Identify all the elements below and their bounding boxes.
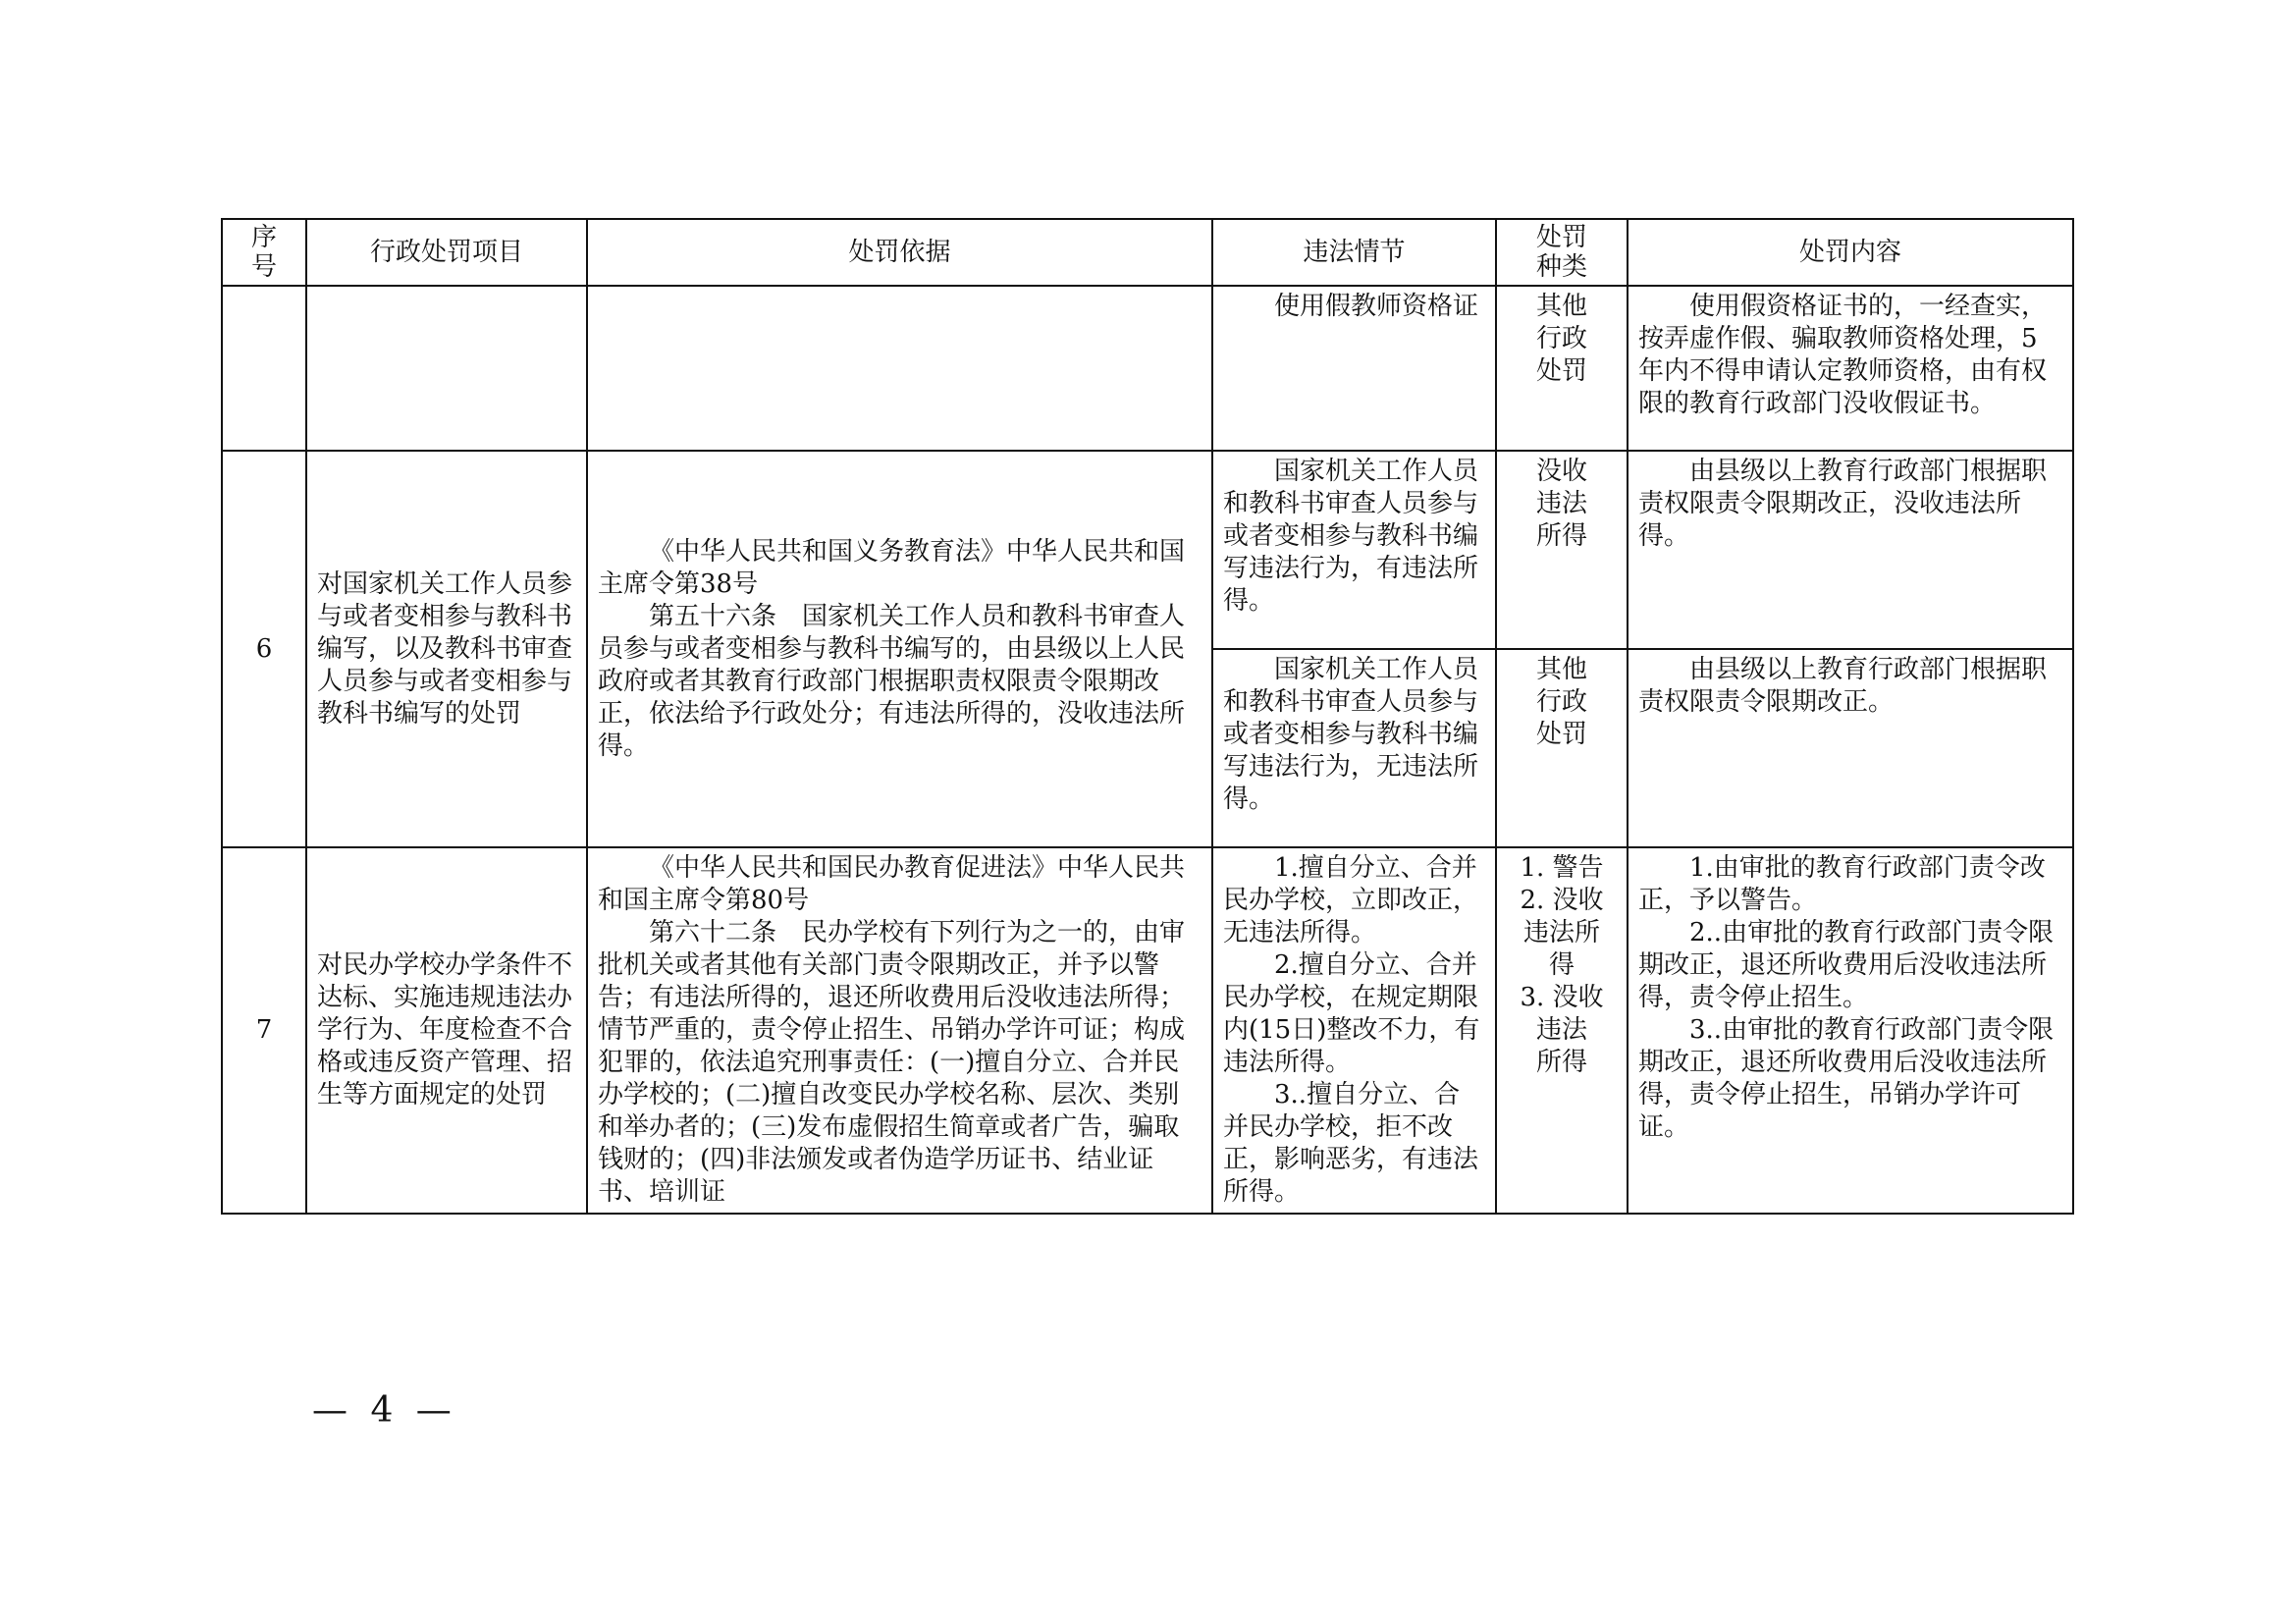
cell-circumstance: 国家机关工作人员和教科书审查人员参与或者变相参与教科书编写违法行为，无违法所得。 [1212, 649, 1496, 847]
cell-type: 其他 行政 处罚 [1496, 286, 1628, 451]
header-basis: 处罚依据 [587, 219, 1212, 286]
header-seq: 序 号 [222, 219, 306, 286]
cell-content: 由县级以上教育行政部门根据职责权限责令限期改正，没收违法所得。 [1628, 451, 2073, 649]
cell-seq [222, 286, 306, 451]
header-type: 处罚 种类 [1496, 219, 1628, 286]
basis-article: 第六十二条 民办学校有下列行为之一的，由审批机关或者其他有关部门责令限期改正，并予以警告；有违法所得的，退还所收费用后没收违法所得；情节严重的，责令停止招生、吊销办学许可证；构成犯罪的，依法追究刑事责任：(一)擅自分立、合并民办学校的；(二)擅自改变民办学校名称、层次、类别和举办者的；(三)发布虚假招生简章或者广告，骗取钱财的；(四)非法颁发或者伪造学历证书、结业证书、培训证 [598, 918, 1186, 1207]
cell-basis [587, 286, 1212, 451]
table-row [222, 451, 2073, 649]
basis-law-title: 《中华人民共和国义务教育法》中华人民共和国主席令第38号 [598, 536, 1186, 599]
table-row [222, 847, 2073, 1214]
cell-item [306, 286, 587, 451]
cell-content: 由县级以上教育行政部门根据职责权限责令限期改正。 [1628, 649, 2073, 847]
table-row [222, 286, 2073, 451]
cell-type: 其他 行政 处罚 [1496, 649, 1628, 847]
cell-item: 对民办学校办学条件不达标、实施违规违法办学行为、年度检查不合格或违反资产管理、招生等方面规定的处罚 [306, 847, 587, 1214]
page-number: — 4 — [312, 1390, 457, 1431]
header-item: 行政处罚项目 [306, 219, 587, 286]
cell-item: 对国家机关工作人员参与或者变相参与教科书编写，以及教科书审查人员参与或者变相参与教科书编写的处罚 [306, 451, 587, 847]
cell-seq: 6 [222, 451, 306, 847]
cell-basis [587, 847, 1212, 1214]
cell-circumstance: 国家机关工作人员和教科书审查人员参与或者变相参与教科书编写违法行为，有违法所得。 [1212, 451, 1496, 649]
cell-seq: 7 [222, 847, 306, 1214]
header-row [222, 219, 2073, 286]
cell-type: 没收 违法 所得 [1496, 451, 1628, 649]
cell-type: 1. 警告 2. 没收 违法所 得 3. 没收 违法 所得 [1496, 847, 1628, 1214]
cell-circumstance: 使用假教师资格证 [1212, 286, 1496, 451]
header-circumstance: 违法情节 [1212, 219, 1496, 286]
cell-content: 使用假资格证书的，一经查实，按弄虚作假、骗取教师资格处理，5年内不得申请认定教师资格，由有权限的教育行政部门没收假证书。 [1628, 286, 2073, 451]
penalty-table [221, 218, 2074, 1215]
cell-content: 1.由审批的教育行政部门责令改正，予以警告。 2..由审批的教育行政部门责令限期改正，退还所收费用后没收违法所得，责令停止招生。 3..由审批的教育行政部门责令限期改正，退还所收费用后没收违法所得，责令停止招生，吊销办学许可证。 [1628, 847, 2073, 1214]
basis-law-title: 《中华人民共和国民办教育促进法》中华人民共和国主席令第80号 [598, 853, 1186, 915]
basis-article: 第五十六条 国家机关工作人员和教科书审查人员参与或者变相参与教科书编写的，由县级以上人民政府或者其教育行政部门根据职责权限责令限期改正，依法给予行政处分；有违法所得的，没收违法所得。 [598, 601, 1186, 761]
cell-circumstance: 1.擅自分立、合并民办学校，立即改正，无违法所得。 2.擅自分立、合并民办学校，在规定期限内(15日)整改不力，有违法所得。 3..擅自分立、合并民办学校，拒不改正，影响恶劣，有违法所得。 [1212, 847, 1496, 1214]
header-content: 处罚内容 [1628, 219, 2073, 286]
cell-basis [587, 451, 1212, 847]
